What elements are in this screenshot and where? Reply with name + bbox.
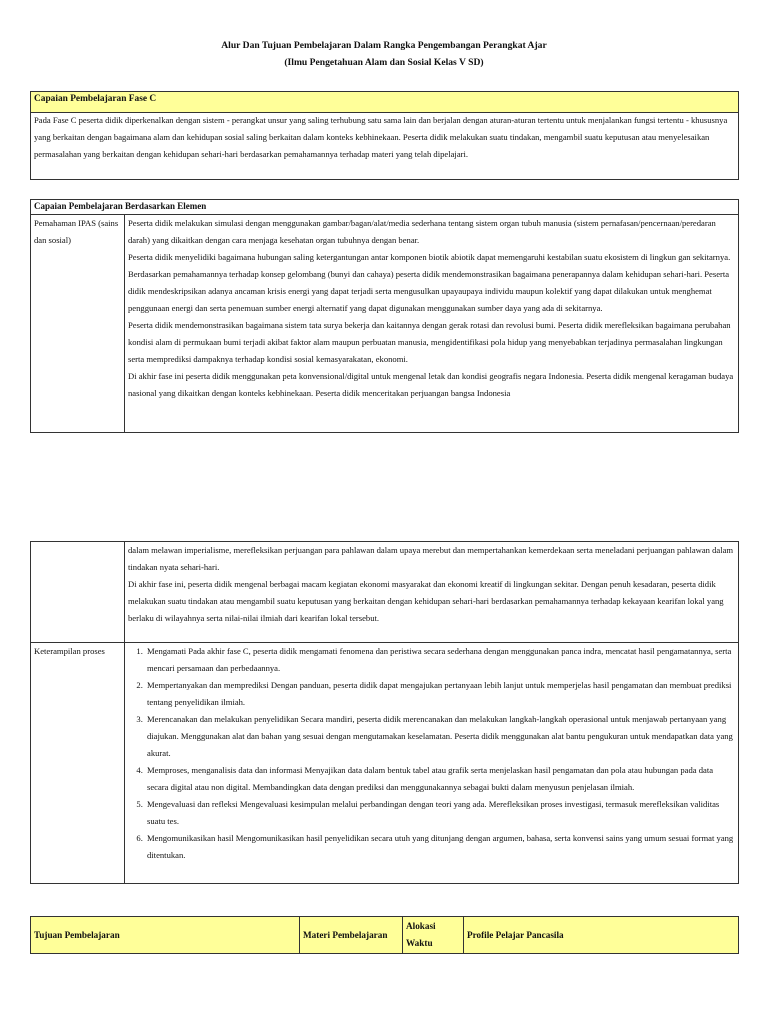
capaian-elemen-heading: Capaian Pembelajaran Berdasarkan Elemen	[30, 199, 739, 215]
col-alokasi: Alokasi Waktu	[403, 917, 464, 954]
pemahaman-label: Pemahaman IPAS (sains dan sosial)	[31, 215, 125, 433]
keterampilan-content	[125, 643, 739, 884]
pemahaman-para-2: Peserta didik menyelidiki bagaimana hubungan saling ketergantungan antar komponen biotik abiotik dapat memengaruhi kestabilan suatu ekosistem di lingkun gan sekitarnya.	[128, 252, 731, 262]
pemahaman-para-4: Peserta didik mendemonstrasikan bagaimana sistem tata surya bekerja dan kaitannya dengan gerak rotasi dan revolusi bumi. Peserta didik merefleksikan bagaimana perubahan kondisi alam di permukaan bumi terjadi akibat faktor alam maupun perbuatan manusia, mengidentifikasi pola hidup yang menyebabkan terjadinya permasalahan lingkungan serta memprediksi dampaknya terhadap kondisi sosial kemasyarakatan, ekonomi.	[128, 320, 731, 364]
pemahaman-cont-label	[31, 542, 125, 643]
keterampilan-list	[128, 643, 735, 864]
pemahaman-para-5: Di akhir fase ini peserta didik menggunakan peta konvensional/digital untuk mengenal letak dan kondisi geografis negara Indonesia. Peserta didik mengenal keragaman budaya nasional yang dikaitkan dengan konteks kebhinekaan. Peserta didik menceritakan perjuangan bangsa Indonesia	[128, 371, 734, 398]
table-row	[31, 542, 739, 643]
capaian-fase-heading: Capaian Pembelajaran Fase C	[30, 91, 739, 113]
capaian-fase-text: Pada Fase C peserta didik diperkenalkan dengan sistem - perangkat unsur yang saling terhubung satu sama lain dan berjalan dengan aturan-aturan tertentu untuk menjalankan fungsi tertentu - khususnya yang berkaitan dengan bagaimana alam dan kehidupan sosial saling berkaitan dalam konteks kebhinekaan. Peserta didik melakukan suatu tindakan, mengambil suatu keputusan atau menyelesaikan permasalahan yang berkaitan dengan kehidupan sehari-hari berdasarkan pemahamannya terhadap materi yang telah dipelajari.	[30, 112, 739, 180]
elemen-table-page2	[30, 541, 739, 884]
table-header-row	[31, 917, 739, 954]
tujuan-table	[30, 916, 739, 954]
table-row	[31, 643, 739, 884]
list-item: 5. Mengevaluasi dan refleksi Mengevaluasi kesimpulan melalui perbandingan dengan teori yang ada. Merefleksikan proses investigasi, termasuk merefleksikan validitas suatu tes.	[145, 796, 735, 830]
list-item: 2. Mempertanyakan dan memprediksi Dengan panduan, peserta didik dapat mengajukan pertanyaan lebih lanjut untuk memperjelas hasil pengamatan dan membuat prediksi tentang penyelidikan ilmiah.	[145, 677, 735, 711]
list-item: 1. Mengamati Pada akhir fase C, peserta didik mengamati fenomena dan peristiwa secara sederhana dengan menggunakan panca indra, mencatat hasil pengamatannya, serta mencari persamaan dan perbedaannya.	[145, 643, 735, 677]
col-materi: Materi Pembelajaran	[300, 917, 403, 954]
elemen-table-page1	[30, 214, 739, 433]
col-profile: Profile Pelajar Pancasila	[464, 917, 739, 954]
col-tujuan: Tujuan Pembelajaran	[31, 917, 300, 954]
pemahaman-cont-content	[125, 542, 739, 643]
pemahaman-content	[125, 215, 739, 433]
pemahaman-para-3: Berdasarkan pemahamannya terhadap konsep gelombang (bunyi dan cahaya) peserta didik mendemonstrasikan bagaimana penerapannya dalam kehidupan sehari-hari. Peserta didik mendeskripsikan adanya ancaman krisis energi yang dapat terjadi serta mengusulkan upayaupaya individu maupun kolektif yang dapat dilakukan untuk menghemat penggunaan energi dan serta penemuan sumber energi alternatif yang dapat digunakan menggunakan sumber daya yang ada di sekitarnya.	[128, 269, 730, 313]
document-subtitle: (Ilmu Pengetahuan Alam dan Sosial Kelas V SD)	[284, 57, 484, 68]
keterampilan-label: Keterampilan proses	[31, 643, 125, 884]
list-item: 6. Mengomunikasikan hasil Mengomunikasikan hasil penyelidikan secara utuh yang ditunjang dengan argumen, bahasa, serta konvensi sains yang umum sesuai format yang ditentukan.	[145, 830, 735, 864]
pemahaman-cont-para-2: Di akhir fase ini, peserta didik mengenal berbagai macam kegiatan ekonomi masyarakat dan ekonomi kreatif di lingkungan sekitar. Dengan penuh kesadaran, peserta didik melakukan suatu tindakan atau mengambil suatu keputusan yang berkaitan dengan kehidupan sehari-hari berdasarkan pemahamannya terhadap kekayaan kearifan lokal yang berlaku di wilayahnya serta nilai-nilai ilmiah dari kearifan lokal tersebut.	[128, 579, 724, 623]
table-row	[31, 215, 739, 433]
list-item: 3. Merencanakan dan melakukan penyelidikan Secara mandiri, peserta didik merencanakan dan melakukan langkah-langkah operasional untuk menjawab pertanyaan yang diajukan. Menggunakan alat dan bahan yang sesuai dengan mengutamakan keselamatan. Peserta didik menggunakan alat bantu pengukuran untuk mendapatkan data yang akurat.	[145, 711, 735, 762]
pemahaman-para-1: Peserta didik melakukan simulasi dengan menggunakan gambar/bagan/alat/media sederhana tentang sistem organ tubuh manusia (sistem pernafasan/pencernaan/peredaran darah) yang dikaitkan dengan cara menjaga kesehatan organ tubuhnya dengan benar.	[128, 218, 716, 245]
pemahaman-cont-para-1: dalam melawan imperialisme, merefleksikan perjuangan para pahlawan dalam upaya merebut dan mempertahankan kemerdekaan serta meneladani perjuangan pahlawan dalam tindakan nyata sehari-hari.	[128, 545, 734, 572]
list-item: 4. Memproses, menganalisis data dan informasi Menyajikan data dalam bentuk tabel atau grafik serta menjelaskan hasil pengamatan dan pola atau hubungan pada data secara digital atau non digital. Membandingkan data dengan prediksi dan menggunakannya sebagai bukti dalam menyusun penjelasan ilmiah.	[145, 762, 735, 796]
document-title: Alur Dan Tujuan Pembelajaran Dalam Rangka Pengembangan Perangkat Ajar	[221, 40, 547, 51]
